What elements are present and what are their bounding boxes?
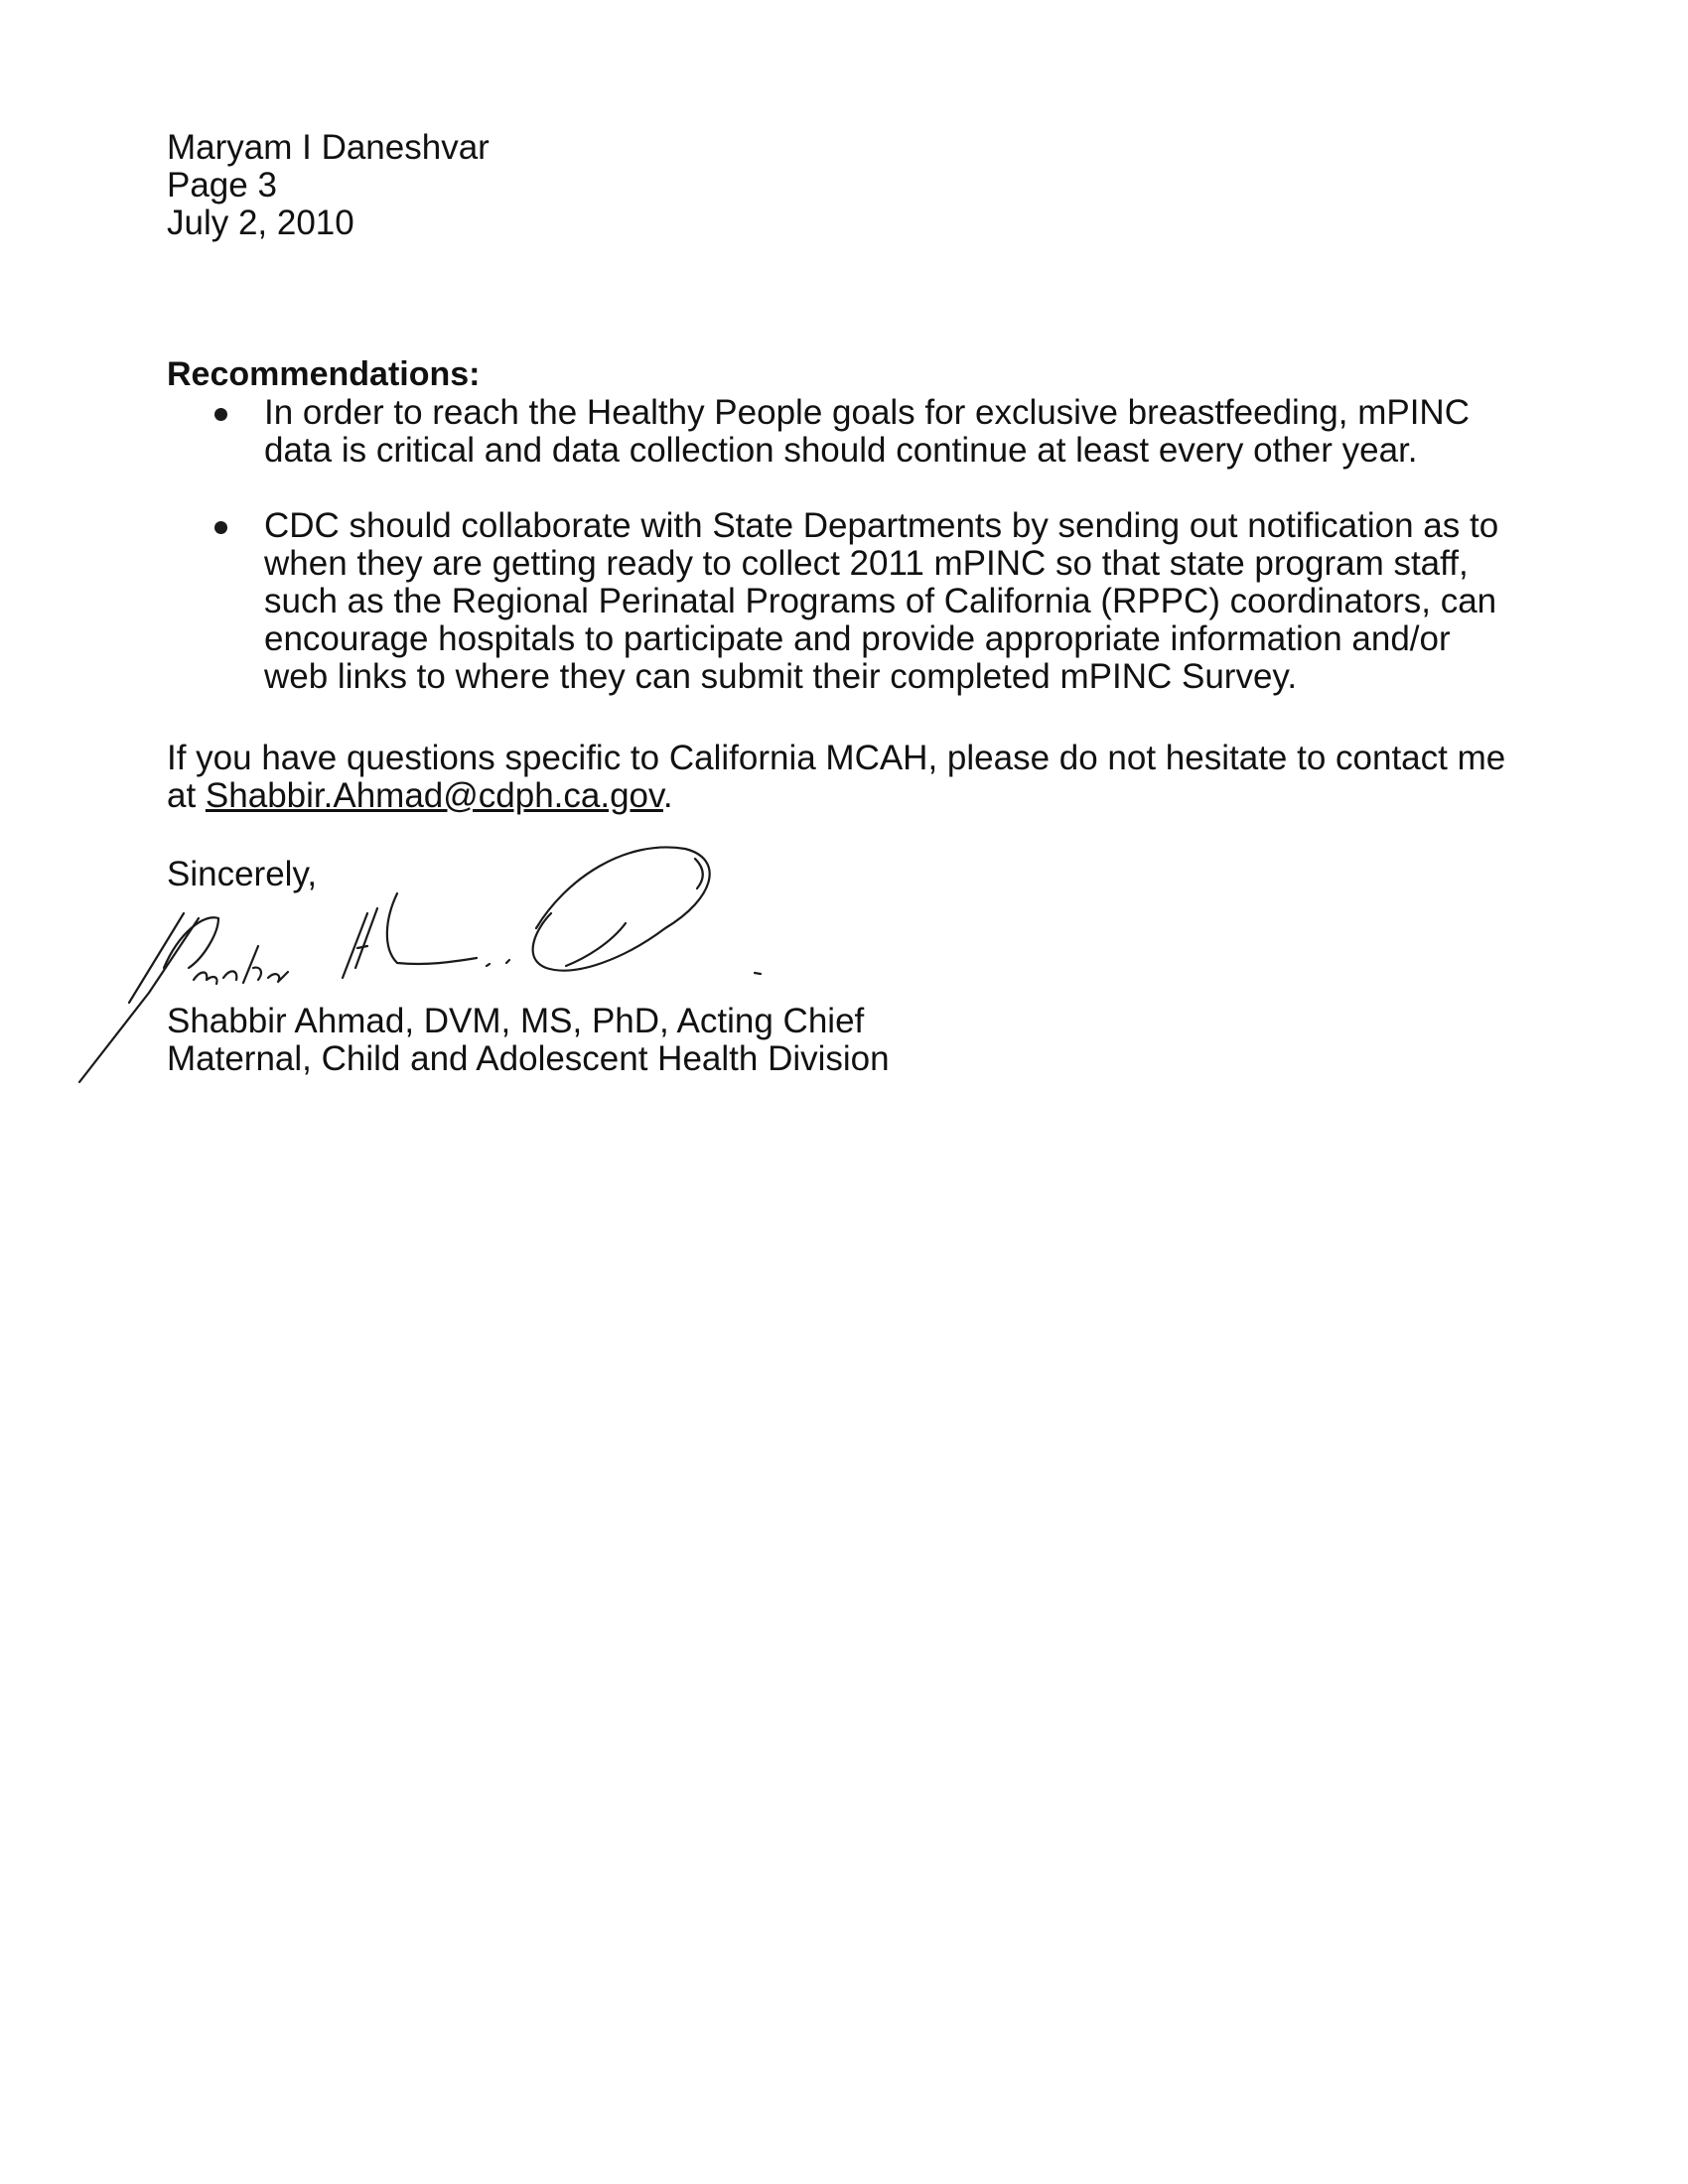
recommendation-item: [214, 507, 1498, 696]
contact-email-line: [167, 777, 1505, 815]
contact-prefix: at: [167, 776, 206, 815]
bullet-icon: [214, 521, 227, 534]
contact-line: If you have questions specific to California MCAH, please do not hesitate to contact me: [167, 739, 1506, 777]
recommendation-line: web links to where they can submit their completed mPINC Survey.: [264, 657, 1298, 696]
bullet-icon: [214, 408, 227, 421]
page-number: Page 3: [167, 166, 277, 205]
email-link[interactable]: Shabbir.Ahmad@cdph.ca.gov: [205, 776, 663, 815]
recommendation-line: In order to reach the Healthy People goals for exclusive breastfeeding, mPINC: [264, 393, 1470, 432]
signer-division: Maternal, Child and Adolescent Health Division: [167, 1039, 890, 1078]
recommendation-line: data is critical and data collection should continue at least every other year.: [264, 431, 1418, 470]
signer-name-title: Shabbir Ahmad, DVM, MS, PhD, Acting Chief: [167, 1002, 865, 1040]
signer-block: [167, 1003, 890, 1078]
recommendations-heading: Recommendations:: [167, 355, 481, 393]
recommendation-line: such as the Regional Perinatal Programs of California (RPPC) coordinators, can: [264, 582, 1497, 620]
recommendation-line: when they are getting ready to collect 2011 mPINC so that state program staff,: [264, 544, 1469, 583]
closing-salutation: Sincerely,: [167, 855, 318, 893]
recommendation-line: CDC should collaborate with State Departments by sending out notification as to: [264, 506, 1499, 545]
contact-paragraph: [167, 740, 1505, 815]
letter-header: [167, 129, 490, 242]
recommendations-list: [214, 394, 1498, 696]
recipient-name: Maryam I Daneshvar: [167, 128, 490, 167]
contact-suffix: .: [662, 776, 673, 815]
recommendation-item: [214, 394, 1498, 470]
recommendation-line: encourage hospitals to participate and provide appropriate information and/or: [264, 619, 1451, 658]
letter-date: July 2, 2010: [167, 204, 354, 242]
